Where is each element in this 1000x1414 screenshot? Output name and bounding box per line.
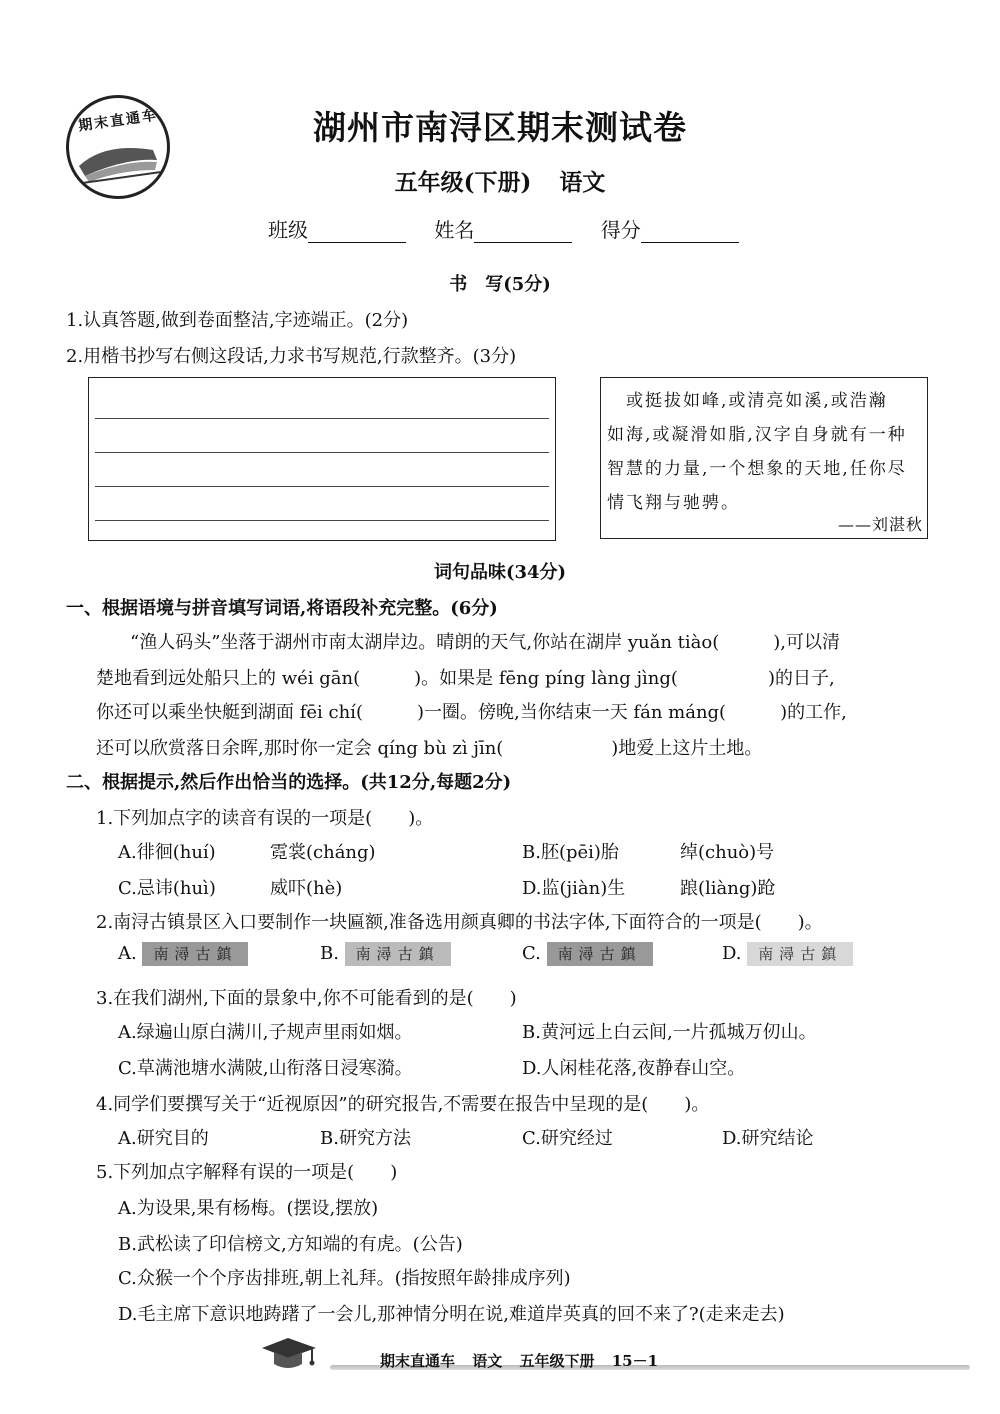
q3-option-d: D.人闲桂花落,夜静春山空。	[522, 1058, 746, 1079]
calligraphy-sample-d: 南潯古鎮	[747, 942, 853, 966]
q5-option-a: A.为设果,果有杨梅。(摆设,摆放)	[118, 1198, 379, 1219]
q2-option-c	[522, 942, 653, 966]
q3-option-b: B.黄河远上白云间,一片孤城万仞山。	[522, 1022, 817, 1043]
quote-author: ——刘湛秋	[837, 515, 923, 534]
q1-option-a2: 霓裳(cháng)	[270, 842, 376, 863]
q1-option-d1: D.监(jiàn)生	[522, 878, 626, 899]
quote-line: 如海,或凝滑如脂,汉字自身就有一种	[607, 425, 907, 445]
graduation-cap-icon	[258, 1330, 322, 1374]
page-title: 湖州市南浔区期末测试卷	[313, 108, 687, 147]
option-label: D.	[722, 943, 742, 964]
score-field[interactable]	[641, 222, 739, 243]
footer-subject: 语文	[472, 1352, 503, 1370]
class-field[interactable]	[308, 222, 406, 243]
option-label: B.	[320, 943, 339, 964]
q3-option-a: A.绿遍山原白满川,子规声里雨如烟。	[118, 1022, 413, 1043]
part1-line: “渔人码头”坐落于湖州市南太湖岸边。晴朗的天气,你站在湖岸 yuǎn tiào( ),可以清	[130, 632, 840, 653]
words-heading: 词句品味(34分)	[433, 562, 567, 583]
name-field[interactable]	[474, 222, 572, 243]
score-label: 得分	[600, 218, 641, 242]
q4-stem: 4.同学们要撰写关于“近视原因”的研究报告,不需要在报告中呈现的是( )。	[96, 1094, 710, 1115]
q1-option-a1: A.徘徊(huí)	[118, 842, 216, 863]
quote-line: 智慧的力量,一个想象的天地,任你尽	[607, 459, 907, 479]
class-label: 班级	[268, 218, 308, 242]
footer-book: 期末直通车	[380, 1352, 456, 1370]
q1-option-b1: B.胚(pēi)胎	[522, 842, 619, 863]
grade-label: 五年级(下册)	[394, 169, 532, 196]
calligraphy-sample-a: 南潯古鎮	[142, 942, 248, 966]
q2-stem: 2.南浔古镇景区入口要制作一块匾额,准备选用颜真卿的书法字体,下面符合的一项是( )。	[96, 912, 823, 933]
logo-text: 期末直通车	[77, 107, 159, 135]
student-info	[268, 214, 761, 243]
q1-option-c2: 威吓(hè)	[270, 878, 343, 899]
option-label: A.	[118, 943, 137, 964]
quote-box	[600, 377, 928, 539]
quote-line: 情飞翔与驰骋。	[607, 493, 740, 513]
part2-title: 二、根据提示,然后作出恰当的选择。(共12分,每题2分)	[66, 772, 512, 793]
q1-stem: 1.下列加点字的读音有误的一项是( )。	[96, 808, 434, 829]
q5-option-b: B.武松读了印信榜文,方知端的有虎。(公告)	[118, 1234, 463, 1255]
page-number: 15－1	[611, 1352, 659, 1370]
subject-label: 语文	[559, 169, 606, 196]
option-label: C.	[522, 943, 541, 964]
q2-option-b	[320, 942, 451, 966]
q5-option-c: C.众猴一个个序齿排班,朝上礼拜。(指按照年龄排成序列)	[118, 1268, 571, 1289]
handwriting-box[interactable]	[88, 377, 556, 541]
q1-option-b2: 绰(chuò)号	[680, 842, 775, 863]
page-footer	[380, 1350, 670, 1371]
writing-q2: 2.用楷书抄写右侧这段话,力求书写规范,行款整齐。(3分)	[66, 346, 517, 367]
calligraphy-sample-b: 南潯古鎮	[345, 942, 451, 966]
part1-line: 还可以欣赏落日余晖,那时你一定会 qíng bù zì jīn( )地爱上这片土地。	[96, 738, 763, 759]
q4-option-c: C.研究经过	[522, 1128, 613, 1149]
q2-option-d	[722, 942, 853, 966]
writing-heading: 书 写(5分)	[449, 274, 551, 295]
q4-option-a: A.研究目的	[118, 1128, 209, 1149]
q1-option-d2: 踉(liàng)跄	[680, 878, 776, 899]
footer-grade: 五年级下册	[519, 1352, 595, 1370]
quote-line: 或挺拔如峰,或清亮如溪,或浩瀚	[607, 391, 888, 411]
q4-option-d: D.研究结论	[722, 1128, 814, 1149]
q2-option-a	[118, 942, 248, 966]
name-label: 姓名	[434, 218, 475, 242]
q5-stem: 5.下列加点字解释有误的一项是( )	[96, 1162, 398, 1183]
q1-option-c1: C.忌讳(huì)	[118, 878, 216, 899]
part1-line: 你还可以乘坐快艇到湖面 fēi chí( )一圈。傍晚,当你结束一天 fán máng( )的工作,	[96, 702, 847, 723]
part1-line: 楚地看到远处船只上的 wéi gān( )。如果是 fēng píng làng jìng( )的日子,	[96, 668, 835, 689]
q4-option-b: B.研究方法	[320, 1128, 411, 1149]
part1-title: 一、根据语境与拼音填写词语,将语段补充完整。(6分)	[66, 598, 498, 619]
calligraphy-sample-c: 南潯古鎮	[547, 942, 653, 966]
page-subtitle	[0, 164, 1000, 197]
q5-option-d: D.毛主席下意识地踌躇了一会儿,那神情分明在说,难道岸英真的回不来了?(走来走去)	[118, 1304, 785, 1325]
q3-option-c: C.草满池塘水满陂,山衔落日浸寒漪。	[118, 1058, 413, 1079]
writing-q1: 1.认真答题,做到卷面整洁,字迹端正。(2分)	[66, 310, 409, 331]
q3-stem: 3.在我们湖州,下面的景象中,你不可能看到的是( )	[96, 988, 517, 1009]
